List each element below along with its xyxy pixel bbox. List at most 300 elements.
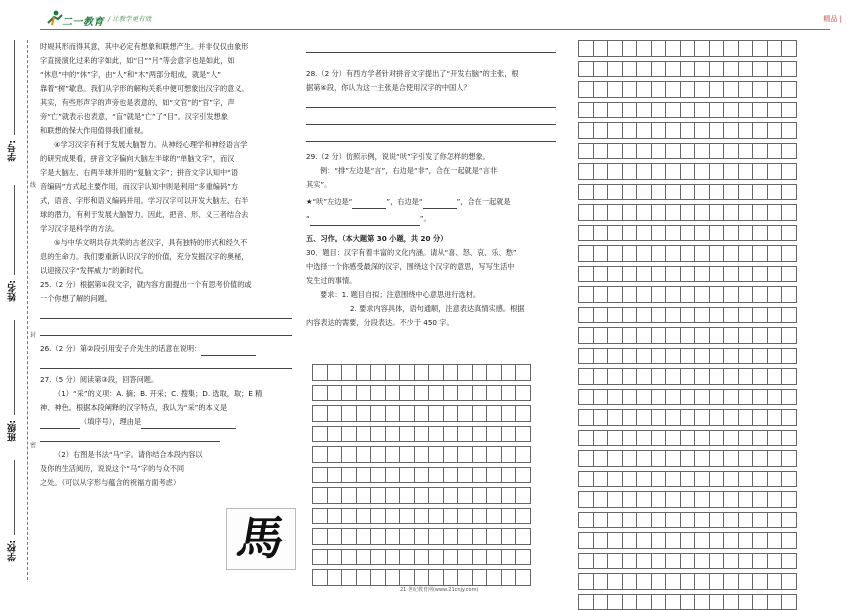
grid-cell[interactable] <box>608 328 623 344</box>
grid-cell[interactable] <box>342 570 357 586</box>
grid-cell[interactable] <box>622 512 637 528</box>
grid-cell[interactable] <box>487 549 502 565</box>
grid-cell[interactable] <box>400 447 415 463</box>
grid-cell[interactable] <box>767 451 782 467</box>
grid-cell[interactable] <box>385 529 400 545</box>
grid-cell[interactable] <box>501 549 516 565</box>
grid-cell[interactable] <box>666 266 681 282</box>
grid-cell[interactable] <box>651 533 666 549</box>
grid-cell[interactable] <box>371 426 386 442</box>
grid-cell[interactable] <box>709 574 724 590</box>
grid-cell[interactable] <box>443 529 458 545</box>
grid-cell[interactable] <box>738 102 753 118</box>
grid-cell[interactable] <box>767 492 782 508</box>
grid-cell[interactable] <box>695 410 710 426</box>
grid-cell[interactable] <box>356 467 371 483</box>
grid-cell[interactable] <box>342 385 357 401</box>
grid-cell[interactable] <box>709 492 724 508</box>
grid-cell[interactable] <box>593 574 608 590</box>
grid-cell[interactable] <box>680 41 695 57</box>
grid-cell[interactable] <box>356 549 371 565</box>
grid-cell[interactable] <box>767 307 782 323</box>
grid-cell[interactable] <box>622 389 637 405</box>
grid-cell[interactable] <box>709 594 724 610</box>
grid-cell[interactable] <box>738 287 753 303</box>
grid-cell[interactable] <box>516 406 531 422</box>
grid-cell[interactable] <box>622 205 637 221</box>
grid-cell[interactable] <box>593 594 608 610</box>
grid-cell[interactable] <box>767 82 782 98</box>
grid-cell[interactable] <box>608 246 623 262</box>
grid-cell[interactable] <box>622 553 637 569</box>
grid-cell[interactable] <box>695 369 710 385</box>
writing-grid-middle[interactable] <box>312 364 531 586</box>
grid-cell[interactable] <box>680 594 695 610</box>
grid-cell[interactable] <box>651 225 666 241</box>
grid-cell[interactable] <box>651 307 666 323</box>
grid-cell[interactable] <box>608 41 623 57</box>
grid-cell[interactable] <box>666 307 681 323</box>
grid-cell[interactable] <box>400 467 415 483</box>
grid-cell[interactable] <box>593 492 608 508</box>
grid-cell[interactable] <box>458 529 473 545</box>
grid-cell[interactable] <box>651 287 666 303</box>
grid-cell[interactable] <box>767 594 782 610</box>
grid-cell[interactable] <box>637 369 652 385</box>
grid-cell[interactable] <box>371 570 386 586</box>
grid-cell[interactable] <box>637 266 652 282</box>
grid-cell[interactable] <box>637 430 652 446</box>
grid-cell[interactable] <box>724 594 739 610</box>
grid-cell[interactable] <box>608 369 623 385</box>
grid-cell[interactable] <box>724 246 739 262</box>
grid-cell[interactable] <box>709 410 724 426</box>
grid-cell[interactable] <box>782 184 797 200</box>
grid-cell[interactable] <box>414 549 429 565</box>
grid-cell[interactable] <box>637 533 652 549</box>
grid-cell[interactable] <box>709 205 724 221</box>
grid-cell[interactable] <box>472 467 487 483</box>
grid-cell[interactable] <box>666 512 681 528</box>
grid-cell[interactable] <box>680 287 695 303</box>
grid-cell[interactable] <box>385 426 400 442</box>
grid-cell[interactable] <box>767 287 782 303</box>
grid-cell[interactable] <box>429 365 444 381</box>
grid-cell[interactable] <box>400 549 415 565</box>
grid-cell[interactable] <box>313 467 328 483</box>
grid-cell[interactable] <box>695 533 710 549</box>
grid-cell[interactable] <box>516 426 531 442</box>
grid-cell[interactable] <box>651 451 666 467</box>
answer-blank-27-1a[interactable] <box>40 428 80 429</box>
grid-cell[interactable] <box>622 287 637 303</box>
grid-cell[interactable] <box>767 553 782 569</box>
grid-cell[interactable] <box>501 467 516 483</box>
grid-cell[interactable] <box>782 451 797 467</box>
grid-cell[interactable] <box>443 488 458 504</box>
grid-cell[interactable] <box>593 205 608 221</box>
grid-cell[interactable] <box>385 406 400 422</box>
grid-cell[interactable] <box>414 447 429 463</box>
grid-cell[interactable] <box>753 82 768 98</box>
grid-cell[interactable] <box>516 488 531 504</box>
grid-cell[interactable] <box>579 594 594 610</box>
grid-cell[interactable] <box>608 123 623 139</box>
grid-cell[interactable] <box>753 451 768 467</box>
grid-cell[interactable] <box>608 225 623 241</box>
grid-cell[interactable] <box>608 471 623 487</box>
grid-cell[interactable] <box>637 205 652 221</box>
grid-cell[interactable] <box>327 549 342 565</box>
grid-cell[interactable] <box>593 143 608 159</box>
grid-cell[interactable] <box>709 184 724 200</box>
grid-cell[interactable] <box>651 574 666 590</box>
grid-cell[interactable] <box>680 143 695 159</box>
grid-cell[interactable] <box>695 164 710 180</box>
grid-cell[interactable] <box>709 328 724 344</box>
grid-cell[interactable] <box>637 82 652 98</box>
grid-cell[interactable] <box>579 102 594 118</box>
grid-cell[interactable] <box>767 430 782 446</box>
grid-cell[interactable] <box>637 41 652 57</box>
grid-cell[interactable] <box>579 430 594 446</box>
grid-cell[interactable] <box>608 410 623 426</box>
grid-cell[interactable] <box>782 492 797 508</box>
grid-cell[interactable] <box>782 246 797 262</box>
grid-cell[interactable] <box>753 287 768 303</box>
grid-cell[interactable] <box>579 82 594 98</box>
grid-cell[interactable] <box>593 471 608 487</box>
grid-cell[interactable] <box>724 225 739 241</box>
grid-cell[interactable] <box>666 533 681 549</box>
grid-cell[interactable] <box>443 508 458 524</box>
grid-cell[interactable] <box>501 570 516 586</box>
grid-cell[interactable] <box>782 143 797 159</box>
grid-cell[interactable] <box>738 553 753 569</box>
grid-cell[interactable] <box>608 492 623 508</box>
grid-cell[interactable] <box>782 533 797 549</box>
grid-cell[interactable] <box>622 225 637 241</box>
grid-cell[interactable] <box>313 447 328 463</box>
grid-cell[interactable] <box>356 406 371 422</box>
grid-cell[interactable] <box>753 184 768 200</box>
grid-cell[interactable] <box>666 369 681 385</box>
grid-cell[interactable] <box>767 205 782 221</box>
grid-cell[interactable] <box>429 549 444 565</box>
grid-cell[interactable] <box>666 184 681 200</box>
grid-cell[interactable] <box>753 307 768 323</box>
grid-cell[interactable] <box>666 574 681 590</box>
grid-cell[interactable] <box>608 553 623 569</box>
grid-cell[interactable] <box>414 467 429 483</box>
grid-cell[interactable] <box>738 328 753 344</box>
grid-cell[interactable] <box>593 328 608 344</box>
grid-cell[interactable] <box>458 508 473 524</box>
grid-cell[interactable] <box>753 225 768 241</box>
grid-cell[interactable] <box>487 365 502 381</box>
grid-cell[interactable] <box>680 82 695 98</box>
grid-cell[interactable] <box>738 451 753 467</box>
grid-cell[interactable] <box>429 406 444 422</box>
grid-cell[interactable] <box>622 246 637 262</box>
grid-cell[interactable] <box>782 430 797 446</box>
grid-cell[interactable] <box>429 385 444 401</box>
grid-cell[interactable] <box>608 287 623 303</box>
grid-cell[interactable] <box>724 348 739 364</box>
grid-cell[interactable] <box>622 164 637 180</box>
grid-cell[interactable] <box>782 553 797 569</box>
grid-cell[interactable] <box>371 467 386 483</box>
grid-cell[interactable] <box>622 184 637 200</box>
grid-cell[interactable] <box>767 41 782 57</box>
grid-cell[interactable] <box>356 365 371 381</box>
grid-cell[interactable] <box>651 512 666 528</box>
grid-cell[interactable] <box>738 246 753 262</box>
grid-cell[interactable] <box>767 410 782 426</box>
grid-cell[interactable] <box>753 266 768 282</box>
grid-cell[interactable] <box>385 570 400 586</box>
grid-cell[interactable] <box>327 570 342 586</box>
grid-cell[interactable] <box>637 492 652 508</box>
grid-cell[interactable] <box>695 451 710 467</box>
grid-cell[interactable] <box>666 451 681 467</box>
grid-cell[interactable] <box>709 369 724 385</box>
grid-cell[interactable] <box>666 123 681 139</box>
grid-cell[interactable] <box>738 369 753 385</box>
grid-cell[interactable] <box>738 348 753 364</box>
grid-cell[interactable] <box>327 529 342 545</box>
grid-cell[interactable] <box>738 41 753 57</box>
grid-cell[interactable] <box>637 348 652 364</box>
grid-cell[interactable] <box>651 553 666 569</box>
grid-cell[interactable] <box>622 102 637 118</box>
grid-cell[interactable] <box>724 266 739 282</box>
grid-cell[interactable] <box>608 512 623 528</box>
grid-cell[interactable] <box>724 410 739 426</box>
grid-cell[interactable] <box>709 451 724 467</box>
grid-cell[interactable] <box>593 164 608 180</box>
grid-cell[interactable] <box>414 385 429 401</box>
grid-cell[interactable] <box>622 82 637 98</box>
grid-cell[interactable] <box>593 348 608 364</box>
grid-cell[interactable] <box>579 205 594 221</box>
grid-cell[interactable] <box>327 488 342 504</box>
grid-cell[interactable] <box>724 102 739 118</box>
grid-cell[interactable] <box>724 430 739 446</box>
grid-cell[interactable] <box>637 410 652 426</box>
grid-cell[interactable] <box>753 205 768 221</box>
answer-line-28b[interactable] <box>306 112 556 125</box>
grid-cell[interactable] <box>385 385 400 401</box>
grid-cell[interactable] <box>753 123 768 139</box>
grid-cell[interactable] <box>356 426 371 442</box>
grid-cell[interactable] <box>472 549 487 565</box>
grid-cell[interactable] <box>501 426 516 442</box>
grid-cell[interactable] <box>709 82 724 98</box>
grid-cell[interactable] <box>458 406 473 422</box>
grid-cell[interactable] <box>637 553 652 569</box>
grid-cell[interactable] <box>724 389 739 405</box>
grid-cell[interactable] <box>458 365 473 381</box>
grid-cell[interactable] <box>622 492 637 508</box>
grid-cell[interactable] <box>579 410 594 426</box>
grid-cell[interactable] <box>472 447 487 463</box>
grid-cell[interactable] <box>356 488 371 504</box>
grid-cell[interactable] <box>443 426 458 442</box>
grid-cell[interactable] <box>385 447 400 463</box>
grid-cell[interactable] <box>608 266 623 282</box>
grid-cell[interactable] <box>695 553 710 569</box>
grid-cell[interactable] <box>709 287 724 303</box>
grid-cell[interactable] <box>637 574 652 590</box>
grid-cell[interactable] <box>637 246 652 262</box>
grid-cell[interactable] <box>622 430 637 446</box>
grid-cell[interactable] <box>516 570 531 586</box>
grid-cell[interactable] <box>593 287 608 303</box>
grid-cell[interactable] <box>738 143 753 159</box>
answer-line-25b[interactable] <box>40 323 292 336</box>
grid-cell[interactable] <box>709 123 724 139</box>
grid-cell[interactable] <box>782 205 797 221</box>
grid-cell[interactable] <box>579 451 594 467</box>
grid-cell[interactable] <box>680 451 695 467</box>
grid-cell[interactable] <box>608 82 623 98</box>
grid-cell[interactable] <box>767 164 782 180</box>
grid-cell[interactable] <box>516 385 531 401</box>
grid-cell[interactable] <box>414 406 429 422</box>
grid-cell[interactable] <box>429 488 444 504</box>
grid-cell[interactable] <box>738 594 753 610</box>
grid-cell[interactable] <box>443 447 458 463</box>
grid-cell[interactable] <box>753 328 768 344</box>
grid-cell[interactable] <box>342 406 357 422</box>
grid-cell[interactable] <box>767 348 782 364</box>
grid-cell[interactable] <box>593 184 608 200</box>
grid-cell[interactable] <box>680 307 695 323</box>
grid-cell[interactable] <box>593 246 608 262</box>
grid-cell[interactable] <box>327 385 342 401</box>
grid-cell[interactable] <box>753 430 768 446</box>
grid-cell[interactable] <box>327 467 342 483</box>
grid-cell[interactable] <box>385 549 400 565</box>
grid-cell[interactable] <box>622 143 637 159</box>
grid-cell[interactable] <box>767 328 782 344</box>
grid-cell[interactable] <box>680 205 695 221</box>
grid-cell[interactable] <box>709 266 724 282</box>
grid-cell[interactable] <box>709 41 724 57</box>
grid-cell[interactable] <box>487 447 502 463</box>
grid-cell[interactable] <box>724 533 739 549</box>
grid-cell[interactable] <box>680 492 695 508</box>
grid-cell[interactable] <box>414 365 429 381</box>
grid-cell[interactable] <box>327 365 342 381</box>
grid-cell[interactable] <box>593 389 608 405</box>
grid-cell[interactable] <box>622 369 637 385</box>
grid-cell[interactable] <box>651 410 666 426</box>
grid-cell[interactable] <box>622 533 637 549</box>
grid-cell[interactable] <box>767 266 782 282</box>
grid-cell[interactable] <box>356 447 371 463</box>
grid-cell[interactable] <box>579 533 594 549</box>
grid-cell[interactable] <box>516 365 531 381</box>
grid-cell[interactable] <box>400 365 415 381</box>
grid-cell[interactable] <box>637 102 652 118</box>
grid-cell[interactable] <box>637 225 652 241</box>
grid-cell[interactable] <box>695 492 710 508</box>
grid-cell[interactable] <box>608 451 623 467</box>
grid-cell[interactable] <box>579 512 594 528</box>
grid-cell[interactable] <box>680 512 695 528</box>
grid-cell[interactable] <box>695 143 710 159</box>
grid-cell[interactable] <box>637 512 652 528</box>
grid-cell[interactable] <box>429 447 444 463</box>
grid-cell[interactable] <box>738 61 753 77</box>
grid-cell[interactable] <box>458 447 473 463</box>
grid-cell[interactable] <box>782 225 797 241</box>
grid-cell[interactable] <box>753 246 768 262</box>
grid-cell[interactable] <box>753 369 768 385</box>
grid-cell[interactable] <box>695 184 710 200</box>
grid-cell[interactable] <box>579 143 594 159</box>
grid-cell[interactable] <box>371 508 386 524</box>
grid-cell[interactable] <box>637 389 652 405</box>
grid-cell[interactable] <box>651 266 666 282</box>
grid-cell[interactable] <box>695 307 710 323</box>
grid-cell[interactable] <box>637 471 652 487</box>
grid-cell[interactable] <box>313 529 328 545</box>
grid-cell[interactable] <box>637 184 652 200</box>
grid-cell[interactable] <box>767 533 782 549</box>
grid-cell[interactable] <box>695 287 710 303</box>
grid-cell[interactable] <box>651 348 666 364</box>
grid-cell[interactable] <box>622 328 637 344</box>
grid-cell[interactable] <box>724 205 739 221</box>
grid-cell[interactable] <box>429 508 444 524</box>
grid-cell[interactable] <box>637 123 652 139</box>
grid-cell[interactable] <box>443 549 458 565</box>
grid-cell[interactable] <box>593 102 608 118</box>
grid-cell[interactable] <box>371 385 386 401</box>
grid-cell[interactable] <box>487 467 502 483</box>
grid-cell[interactable] <box>487 385 502 401</box>
grid-cell[interactable] <box>767 61 782 77</box>
grid-cell[interactable] <box>724 492 739 508</box>
grid-cell[interactable] <box>622 410 637 426</box>
grid-cell[interactable] <box>342 447 357 463</box>
grid-cell[interactable] <box>753 164 768 180</box>
grid-cell[interactable] <box>724 369 739 385</box>
grid-cell[interactable] <box>782 41 797 57</box>
grid-cell[interactable] <box>666 246 681 262</box>
grid-cell[interactable] <box>782 307 797 323</box>
grid-cell[interactable] <box>356 529 371 545</box>
answer-blank-26[interactable] <box>201 355 256 356</box>
grid-cell[interactable] <box>680 266 695 282</box>
grid-cell[interactable] <box>666 61 681 77</box>
grid-cell[interactable] <box>738 184 753 200</box>
grid-cell[interactable] <box>724 164 739 180</box>
grid-cell[interactable] <box>680 246 695 262</box>
grid-cell[interactable] <box>680 184 695 200</box>
grid-cell[interactable] <box>738 205 753 221</box>
grid-cell[interactable] <box>327 447 342 463</box>
grid-cell[interactable] <box>472 365 487 381</box>
grid-cell[interactable] <box>400 406 415 422</box>
grid-cell[interactable] <box>608 61 623 77</box>
grid-cell[interactable] <box>782 123 797 139</box>
grid-cell[interactable] <box>593 553 608 569</box>
grid-cell[interactable] <box>724 123 739 139</box>
